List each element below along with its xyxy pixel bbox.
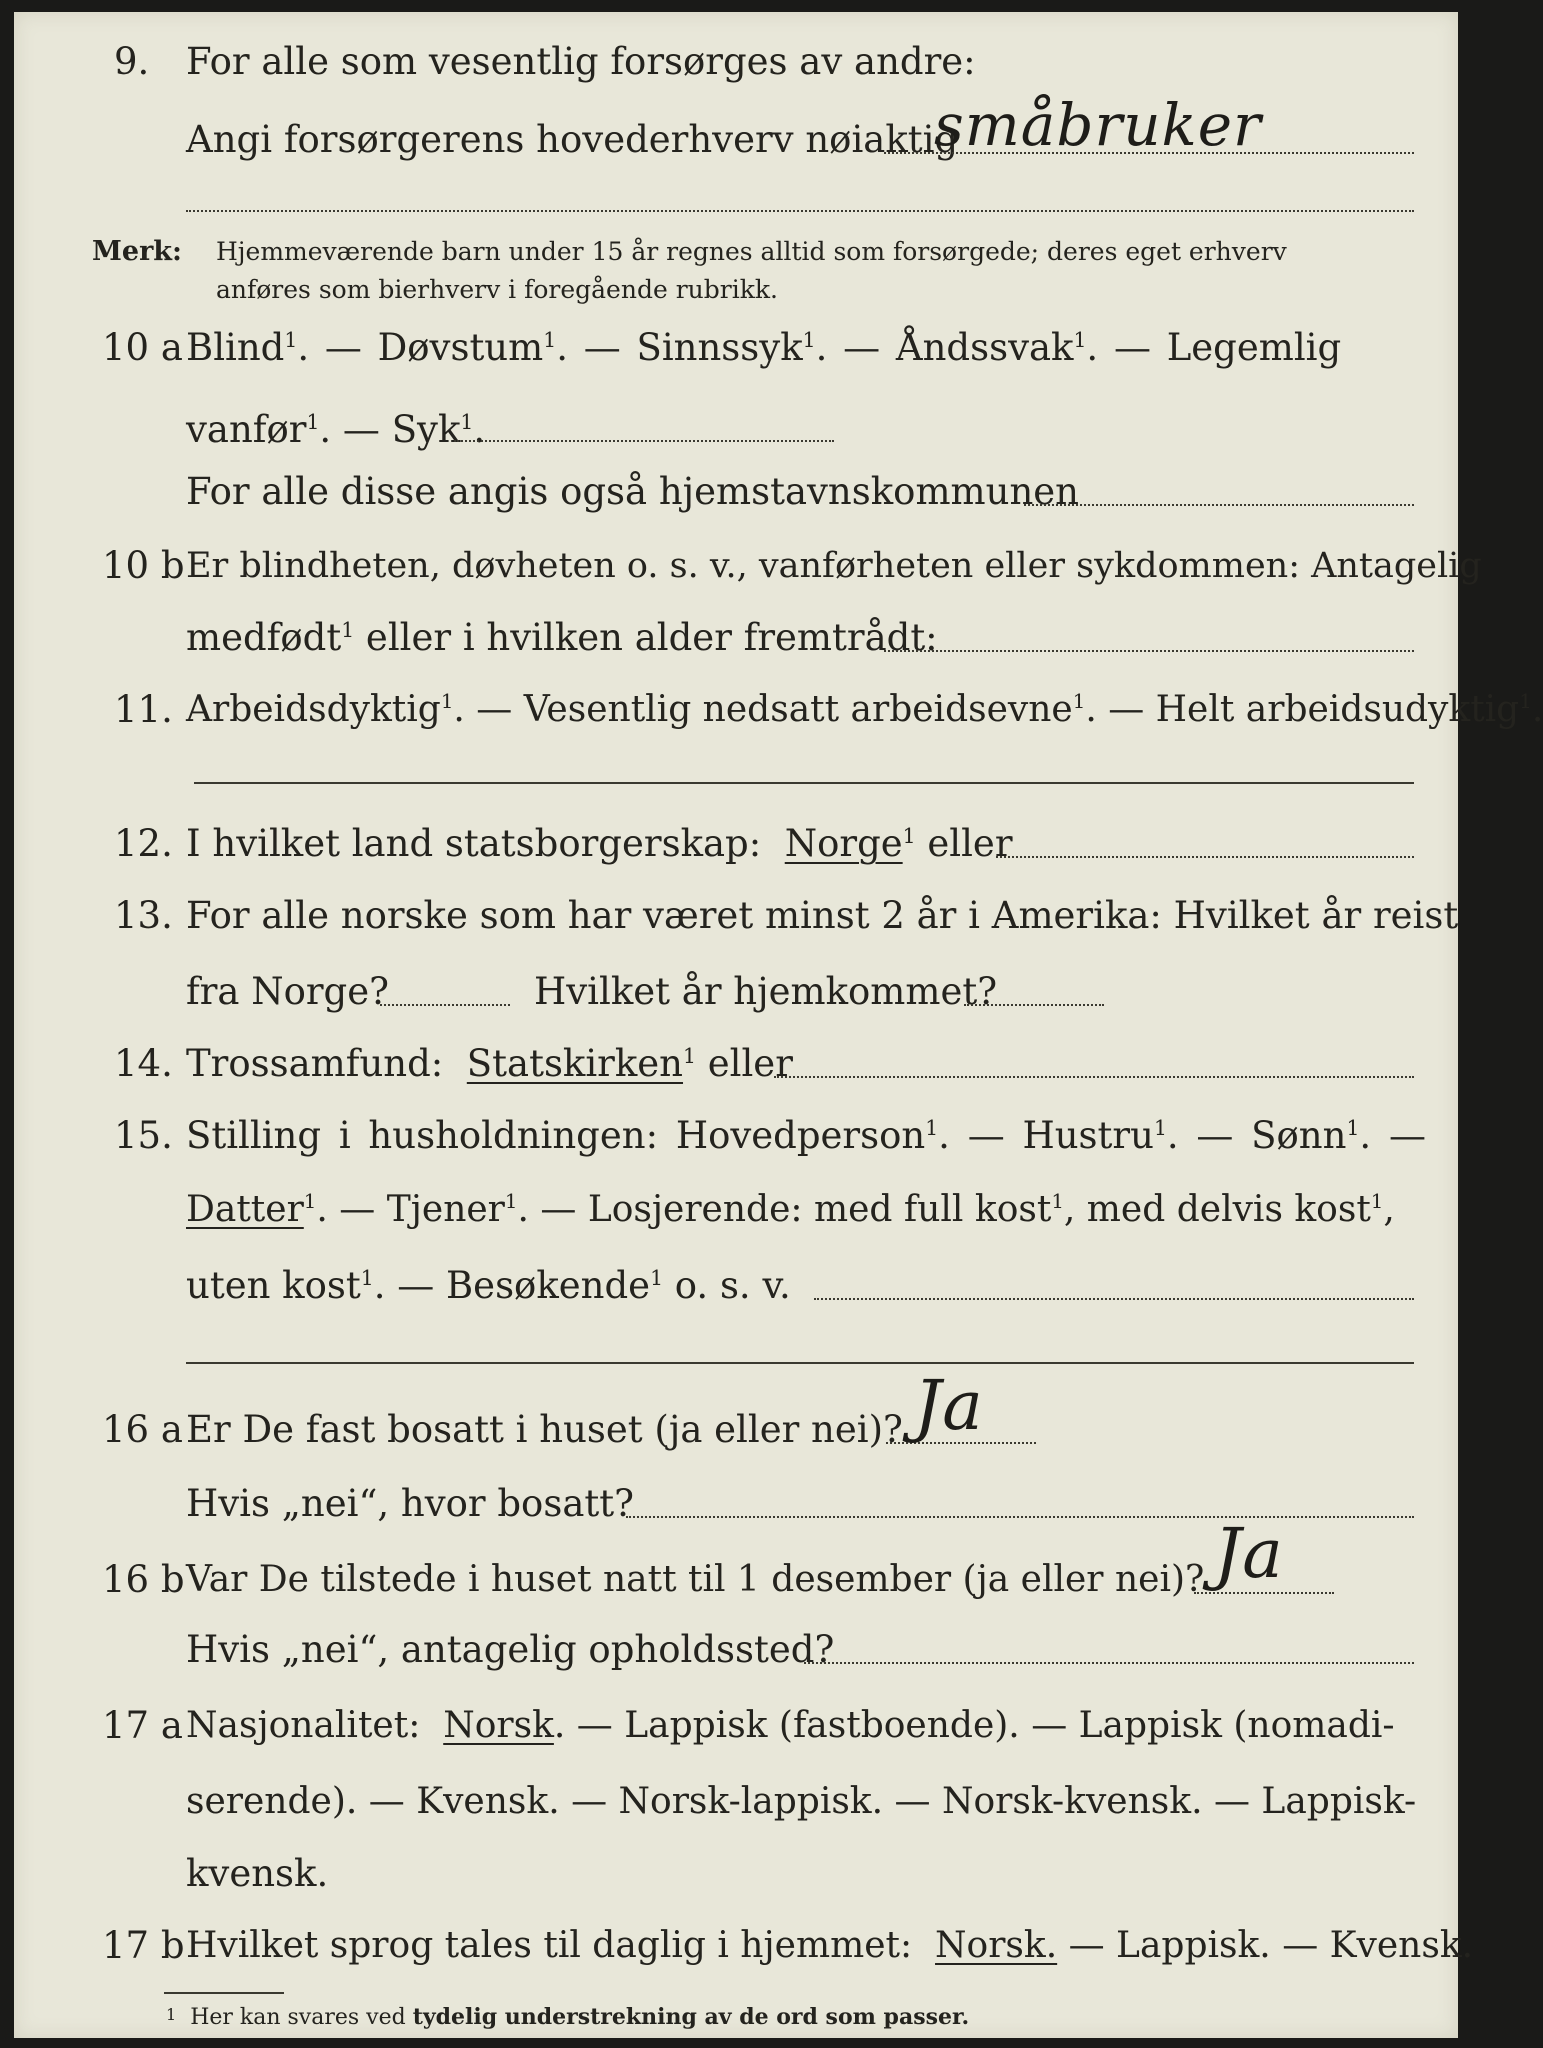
q17b-line1: Hvilket sprog tales til daglig i hjemmet: Norsk. — Lappisk. — Kvensk. xyxy=(186,1925,1474,1966)
q11-line1: Arbeidsdyktig$^1$. — Vesentlig nedsatt arbeidsevne$^1$. — Helt arbeidsudyktig$^1$. xyxy=(186,689,1543,730)
q13-line2a: fra Norge? xyxy=(186,970,389,1013)
q16a-number: 16 a xyxy=(102,1408,183,1451)
q12-number: 12. xyxy=(114,822,173,865)
q10a-line3: For alle disse angis også hjemstavnskommunen xyxy=(186,470,1080,513)
q10b-line2-dots xyxy=(884,650,1414,652)
q15-line3: uten kost$^1$. — Besøkende$^1$ o. s. v. xyxy=(186,1264,791,1307)
q9-handwritten-answer: småbruker xyxy=(934,91,1262,159)
merk-text-line2: anføres som bierhverv i foregående rubrikk. xyxy=(216,275,778,304)
q11-number: 11. xyxy=(114,688,173,731)
q16a-handwritten-answer: Ja xyxy=(914,1367,984,1446)
q17a-line3: kvensk. xyxy=(186,1852,329,1895)
q15-dots xyxy=(814,1298,1414,1300)
q9-question-line1: For alle som vesentlig forsørges av andre: xyxy=(186,40,976,83)
q13-line1: For alle norske som har været minst 2 år i Amerika: Hvilket år reist xyxy=(186,894,1459,937)
q10b-line2: medfødt$^1$ eller i hvilken alder fremtrådt: xyxy=(186,616,938,659)
q15-number: 15. xyxy=(114,1114,173,1157)
footnote-text: 1 Her kan svares ved tydelig understrekning av de ord som passer. xyxy=(166,2004,970,2030)
q13-dots2 xyxy=(964,1004,1104,1006)
q17a-line2: serende). — Kvensk. — Norsk-lappisk. — Norsk-kvensk. — Lappisk- xyxy=(186,1781,1417,1822)
q9-question-line2: Angi forsørgerens hovederhverv nøiaktig xyxy=(186,118,959,161)
q10b-line1: Er blindheten, døvheten o. s. v., vanførheten eller sykdommen: Antagelig xyxy=(186,546,1482,586)
census-form-page xyxy=(14,12,1543,2038)
q10a-line2: vanfør$^1$. — Syk$^1$. xyxy=(186,408,486,451)
q16b-dots2 xyxy=(804,1662,1414,1664)
q17b-norsk-underlined: Norsk. xyxy=(935,1925,1058,1966)
q14-dots xyxy=(774,1076,1414,1078)
q11-answer-rule xyxy=(194,782,1414,784)
q13-number: 13. xyxy=(114,894,173,937)
q17a-line1: Nasjonalitet: Norsk. — Lappisk (fastboende). — Lappisk (nomadi- xyxy=(186,1705,1395,1746)
q12-norge-underlined: Norge xyxy=(784,822,903,865)
q15-datter-underlined: Datter xyxy=(186,1189,304,1230)
q15-answer-rule xyxy=(186,1362,1414,1364)
q15-line2: Datter$^1$. — Tjener$^1$. — Losjerende: med full kost$^1$, med delvis kost$^1$, xyxy=(186,1189,1395,1230)
q9-number: 9. xyxy=(114,40,150,83)
q16a-dots2 xyxy=(626,1516,1414,1518)
q16b-line1: Var De tilstede i huset natt til 1 desember (ja eller nei)? xyxy=(186,1559,1205,1600)
q16b-line2: Hvis „nei“, antagelig opholdssted? xyxy=(186,1628,835,1671)
merk-label: Merk: xyxy=(92,236,182,267)
q10a-line2-dots xyxy=(454,440,834,442)
q9-extra-line xyxy=(186,210,1414,212)
q16b-number: 16 b xyxy=(102,1558,185,1601)
q16b-handwritten-answer: Ja xyxy=(1214,1515,1284,1594)
q10b-number: 10 b xyxy=(102,544,185,587)
q13-line2b: Hvilket år hjemkommet? xyxy=(534,970,998,1013)
q14-number: 14. xyxy=(114,1042,173,1085)
q12-line1: I hvilket land statsborgerskap: Norge$^1$ eller xyxy=(186,822,1013,865)
merk-text-line1: Hjemmeværende barn under 15 år regnes alltid som forsørgede; deres eget erhverv xyxy=(216,237,1287,266)
q17a-norsk-underlined: Norsk xyxy=(443,1705,554,1746)
q10a-line3-dots xyxy=(1024,504,1414,506)
q16b-dots1 xyxy=(1194,1592,1334,1594)
q16a-line2: Hvis „nei“, hvor bosatt? xyxy=(186,1482,634,1525)
q12-dots xyxy=(996,856,1414,858)
q15-line1: Stilling i husholdningen: Hovedperson$^1$. — Hustru$^1$. — Sønn$^1$. — xyxy=(186,1114,1426,1157)
q14-line1: Trossamfund: Statskirken$^1$ eller xyxy=(186,1042,793,1085)
q17b-number: 17 b xyxy=(102,1924,185,1967)
q10a-number: 10 a xyxy=(102,326,183,369)
q13-dots1 xyxy=(380,1004,510,1006)
q17a-number: 17 a xyxy=(102,1704,183,1747)
q16a-line1: Er De fast bosatt i huset (ja eller nei)? xyxy=(186,1408,903,1451)
q10a-line1: Blind$^1$. — Døvstum$^1$. — Sinnssyk$^1$. — Åndssvak$^1$. — Legemlig xyxy=(186,326,1342,369)
q14-statskirken-underlined: Statskirken xyxy=(466,1042,684,1085)
footnote-rule xyxy=(164,1992,284,1994)
